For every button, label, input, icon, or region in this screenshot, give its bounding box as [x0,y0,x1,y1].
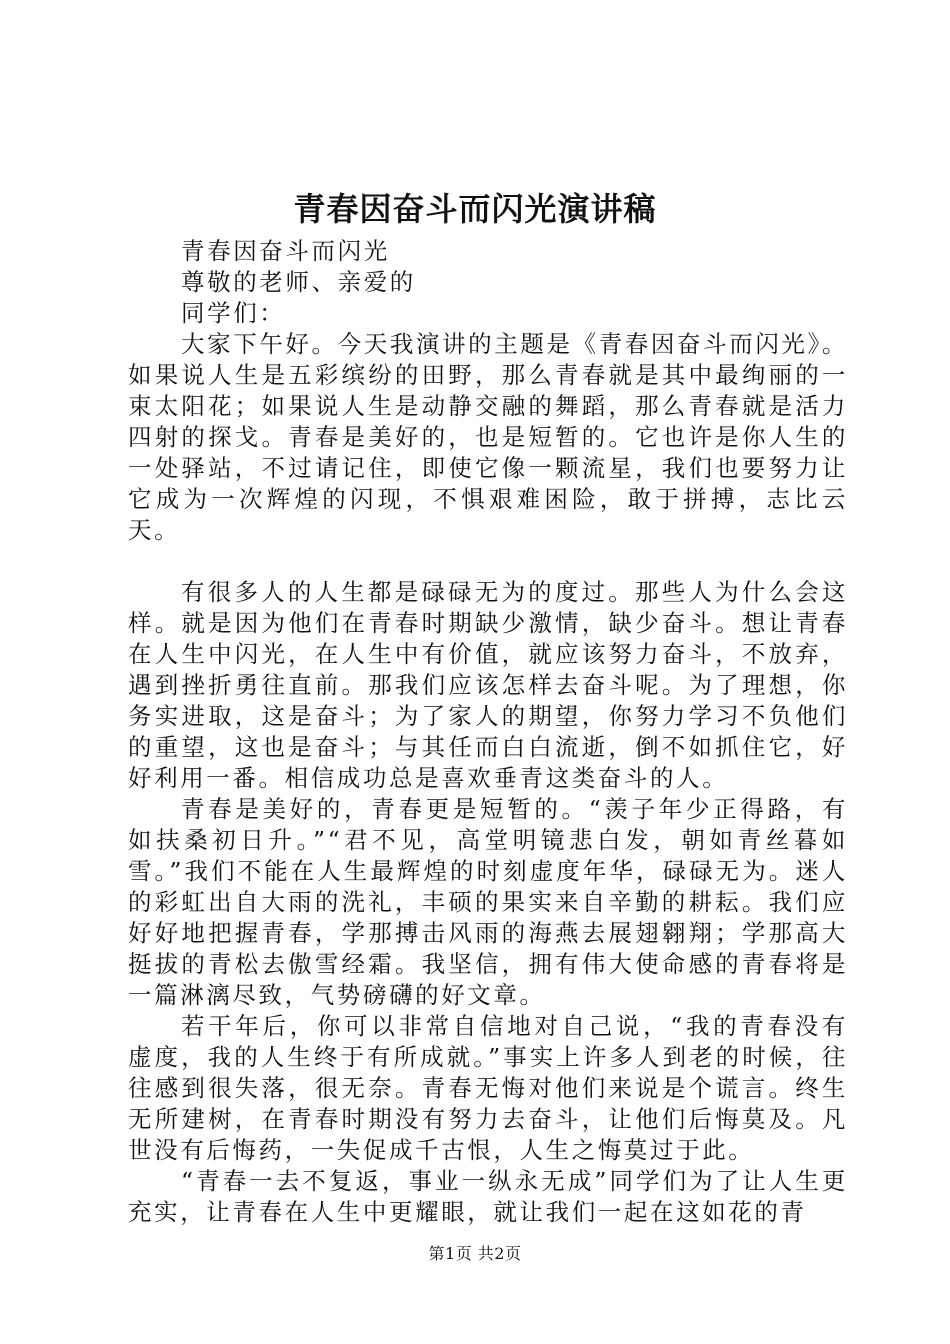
salutation-line: 尊敬的老师、亲爱的 [181,268,416,296]
paragraph: “青春一去不复返，事业一纵永无成”同学们为了让人生更充实，让青春在人生中更耀眼，就让我们一起在这如花的青 [128,1167,848,1226]
paragraph: 青春是美好的，青春更是短暂的。“羡子年少正得路，有如扶桑初日升。”“君不见，高堂明镜悲白发，朝如青丝暮如雪。”我们不能在人生最辉煌的时刻虚度年华，碌碌无为。迷人的彩虹出自大雨的洗礼，丰硕的果实来自辛勤的耕耘。我们应好好地把握青春，学那搏击风雨的海燕去展翅翱翔；学那高大挺拔的青松去傲雪经霜。我坚信，拥有伟大使命感的青春将是一篇淋漓尽致，气势磅礴的好文章。 [128,795,848,1009]
document-title: 青春因奋斗而闪光演讲稿 [293,190,657,228]
document-body [128,236,848,1228]
paragraph: 有很多人的人生都是碌碌无为的度过。那些人为什么会这样。就是因为他们在青春时期缺少激情，缺少奋斗。想让青春在人生中闪光，在人生中有价值，就应该努力奋斗，不放弃，遇到挫折勇往直前。那我们应该怎样去奋斗呢。为了理想，你务实进取，这是奋斗；为了家人的期望，你努力学习不负他们的重望，这也是奋斗；与其任而白白流逝，倒不如抓住它，好好利用一番。相信成功总是喜欢垂青这类奋斗的人。 [128,578,848,792]
page-footer: 第1页 共2页 [428,1244,522,1263]
salutation-line: 同学们： [181,299,286,327]
speech-subtitle: 青春因奋斗而闪光 [181,237,390,265]
paragraph: 大家下午好。今天我演讲的主题是《青春因奋斗而闪光》。如果说人生是五彩缤纷的田野，那么青春就是其中最绚丽的一束太阳花；如果说人生是动静交融的舞蹈，那么青春就是活力四射的探戈。青春是美好的，也是短暂的。它也许是你人生的一处驿站，不过请记住，即使它像一颗流星，我们也要努力让它成为一次辉煌的闪现，不惧艰难困险，敢于拼搏，志比云天。 [128,330,848,544]
paragraph: 若干年后，你可以非常自信地对自己说，“我的青春没有虚度，我的人生终于有所成就。”事实上许多人到老的时候，往往感到很失落，很无奈。青春无悔对他们来说是个谎言。终生无所建树，在青春时期没有努力去奋斗，让他们后悔莫及。凡世没有后悔药，一失促成千古恨，人生之悔莫过于此。 [128,1012,848,1164]
